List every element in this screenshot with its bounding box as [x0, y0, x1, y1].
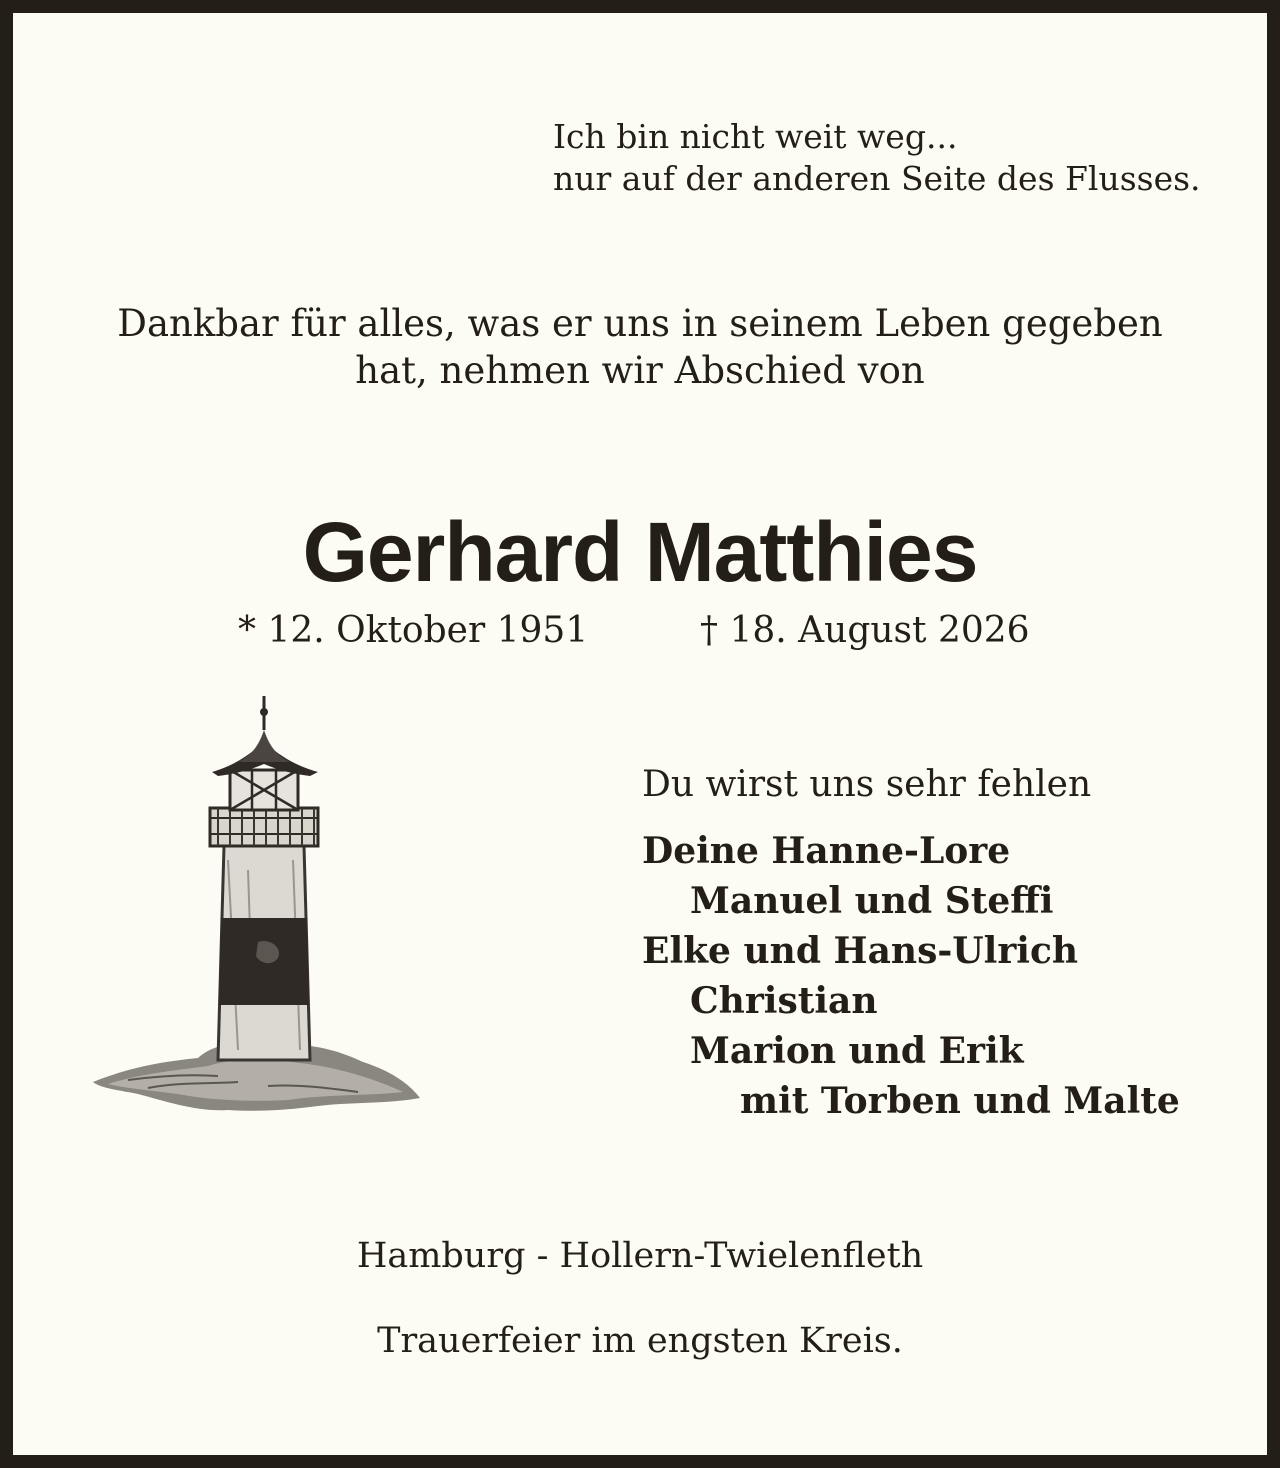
- birth-date: * 12. Oktober 1951: [238, 610, 589, 651]
- list-item: Deine Hanne-Lore: [642, 830, 1011, 872]
- intro-text: [0, 300, 1280, 394]
- motto: [553, 116, 1201, 200]
- ceremony-note: Trauerfeier im engsten Kreis.: [377, 1321, 903, 1361]
- list-item: Marion und Erik: [690, 1030, 1024, 1072]
- place-names: Hamburg - Hollern-Twielenfleth: [356, 1236, 924, 1276]
- list-item: Manuel und Steffi: [690, 880, 1054, 922]
- list-item: Christian: [690, 980, 878, 1022]
- intro-line-1: Dankbar für alles, was er uns in seinem Leben gegeben: [117, 302, 1163, 345]
- list-item: Elke und Hans-Ulrich: [642, 930, 1079, 972]
- intro-line-2: hat, nehmen wir Abschied von: [355, 349, 925, 392]
- motto-line-2: nur auf der anderen Seite des Flusses.: [553, 159, 1201, 198]
- mourners-heading: Du wirst uns sehr fehlen: [642, 764, 1092, 805]
- lighthouse-illustration: [88, 690, 428, 1130]
- death-date: † 18. August 2026: [700, 610, 1030, 651]
- mourners-list: [642, 826, 1180, 1126]
- list-item: mit Torben und Malte: [740, 1080, 1180, 1122]
- motto-line-1: Ich bin nicht weit weg...: [553, 117, 958, 156]
- deceased-name: Gerhard Matthies: [302, 505, 978, 599]
